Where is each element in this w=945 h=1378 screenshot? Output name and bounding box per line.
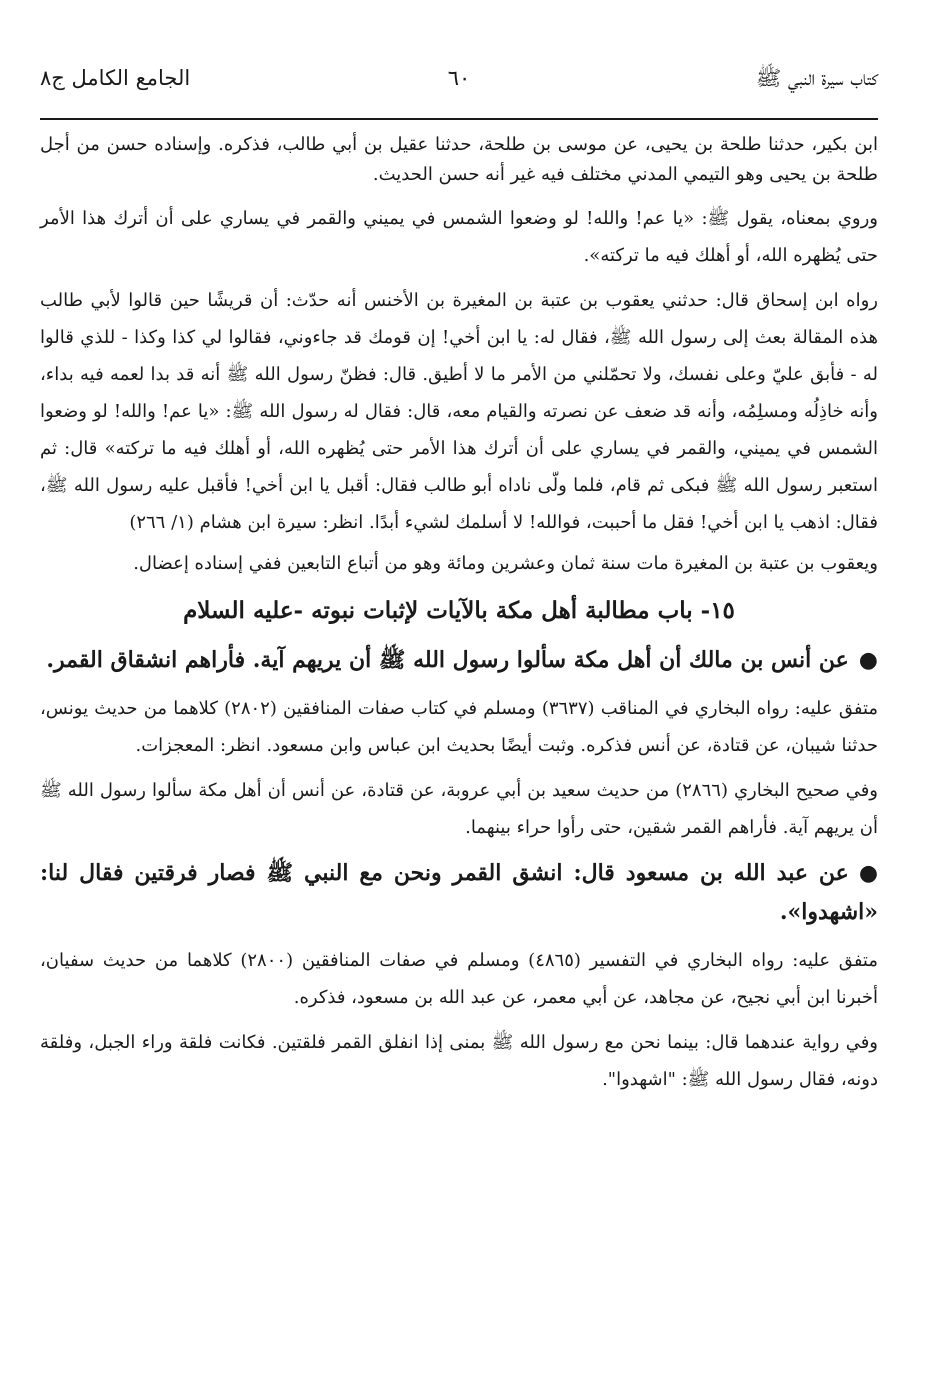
bullet-icon: ● bbox=[858, 860, 879, 886]
hadith-anas-text: عن أنس بن مالك أن أهل مكة سألوا رسول الله ﷺ أن يريهم آية. فأراهم انشقاق القمر. bbox=[46, 647, 849, 673]
hadith-ibn-masud-text: عن عبد الله بن مسعود قال: انشق القمر ونحن مع النبي ﷺ فصار فرقتين فقال لنا: «اشهدوا». bbox=[40, 860, 878, 925]
chapter-title: ١٥- باب مطالبة أهل مكة بالآيات لإثبات نبوته -عليه السلام bbox=[183, 597, 735, 624]
header-volume: الجامع الكامل ج٨ bbox=[40, 66, 191, 90]
paragraph-ibn-ishaq: رواه ابن إسحاق قال: حدثني يعقوب بن عتبة بن المغيرة بن الأخنس أنه حدّث: أن قريشًا حين قالوا لأبي طالب هذه المقالة بعث إلى رسول الله ﷺ، فقال له: يا ابن أخي! إن قومك قد جاءوني، فقالوا لي كذا وكذا - للذي قالوا له - فأبق عليّ وعلى نفسك، ولا تحمّلني من الأمر ما لا أطيق. قال: فظنّ رسول الله ﷺ أنه قد بدا لعمه فيه بداء، وأنه خاذِلُه ومسلِمُه، وأنه قد ضعف عن نصرته والقيام معه، قال: فقال له رسول الله ﷺ: «يا عم! والله! لو وضعوا الشمس في يميني، والقمر في يساري على أن أترك هذا الأمر حتى يُظهره الله، أو أهلك فيه ما تركته» قال: ثم استعبر رسول الله ﷺ فبكى ثم قام، فلما ولّى ناداه أبو طالب فقال: أقبل يا ابن أخي! فأقبل عليه رسول الله ﷺ، فقال: اذهب يا ابن أخي! فقل ما أحببت، فوالله! لا أسلمك لشيء أبدًا. انظر: سيرة ابن هشام (١/ ٢٦٦) bbox=[40, 290, 878, 533]
paragraph-narration: وروي بمعناه، يقول ﷺ: «يا عم! والله! لو وضعوا الشمس في يميني والقمر في يساري على أن أترك هذا الأمر حتى يُظهره الله، أو أهلك فيه ما تركته». bbox=[40, 208, 878, 266]
book-page bbox=[40, 58, 878, 1106]
note-anas-takhrij: متفق عليه: رواه البخاري في المناقب (٣٦٣٧) ومسلم في كتاب صفات المنافقين (٢٨٠٢) كلاهما من حديث يونس، حدثنا شيبان، عن قتادة، عن أنس فذكره. وثبت أيضًا بحديث ابن عباس وابن مسعود. انظر: المعجزات. bbox=[40, 698, 879, 756]
paragraph-isnad: ابن بكير، حدثنا طلحة بن يحيى، عن موسى بن طلحة، حدثنا عقيل بن أبي طالب، فذكره. وإسناده حسن من أجل طلحة بن يحيى وهو التيمي المدني مختلف فيه غير أنه حسن الحديث. bbox=[40, 134, 878, 185]
bullet-icon: ● bbox=[858, 647, 878, 673]
header-book-title: كتاب سيرة النبي ﷺ bbox=[755, 66, 878, 90]
note-anas-bukhari: وفي صحيح البخاري (٢٨٦٦) من حديث سعيد بن أبي عروبة، عن قتادة، عن أنس أن أهل مكة سألوا رسول الله ﷺ أن يريهم آية. فأراهم القمر شقين، حتى رأوا حراء بينهما. bbox=[40, 780, 878, 838]
note-ibn-masud-takhrij: متفق عليه: رواه البخاري في التفسير (٤٨٦٥) ومسلم في صفات المنافقين (٢٨٠٠) كلاهما من حديث سفيان، أخبرنا ابن أبي نجيح، عن مجاهد، عن أبي معمر، عن عبد الله بن مسعود، فذكره. bbox=[40, 950, 878, 1008]
note-ibn-masud-riwaya: وفي رواية عندهما قال: بينما نحن مع رسول الله ﷺ بمنى إذا انفلق القمر فلقتين. فكانت فلقة وراء الجبل، وفلقة دونه، فقال رسول الله ﷺ: "اشهدوا". bbox=[40, 1032, 878, 1090]
header-rule bbox=[40, 118, 878, 120]
page-header bbox=[40, 58, 878, 98]
page-number: ٦٠ bbox=[447, 66, 471, 90]
hadith-anas bbox=[40, 641, 878, 680]
paragraph-yaqub: ويعقوب بن عتبة بن المغيرة مات سنة ثمان وعشرين ومائة وهو من أتباع التابعين ففي إسناده إعضال. bbox=[133, 553, 878, 574]
hadith-ibn-masud bbox=[40, 854, 878, 932]
